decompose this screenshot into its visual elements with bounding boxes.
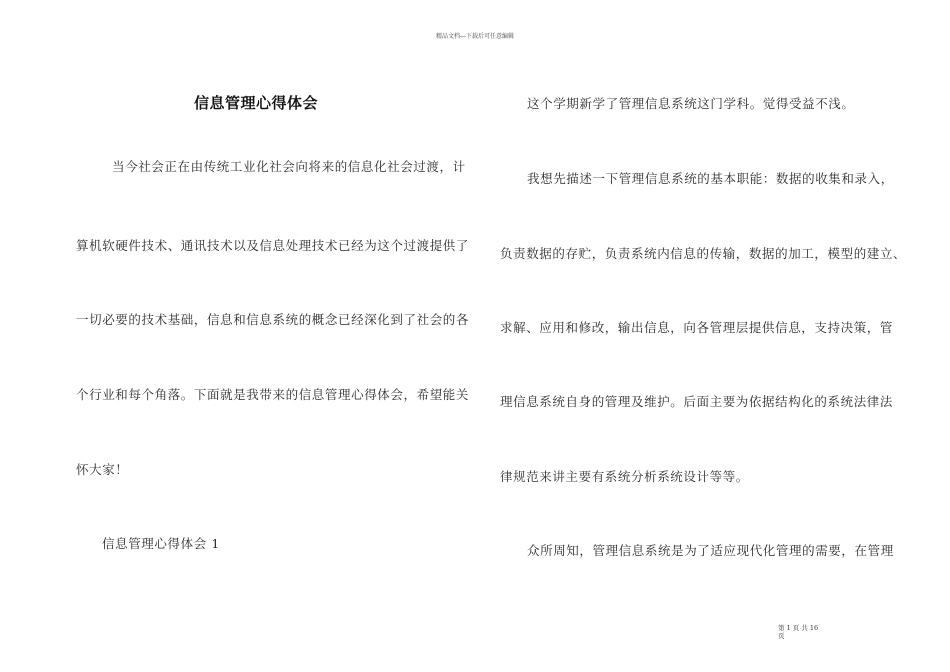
section-heading: 信息管理心得体会 1 xyxy=(102,536,220,551)
document-title: 信息管理心得体会 xyxy=(194,94,319,112)
paragraph-line: 理信息系统自身的管理及维护。后面主要为依据结构化的系统法律法 xyxy=(500,394,894,409)
paragraph-line: 我想先描述一下管理信息系统的基本职能：数据的收集和录入， xyxy=(527,171,894,186)
paragraph-line: 律规范来讲主要有系统分析系统设计等等。 xyxy=(500,469,749,484)
page-header: 精品文档---下载后可任意编辑 xyxy=(435,33,515,40)
paragraph-line: 众所周知，管理信息系统是为了适应现代化管理的需要，在管理 xyxy=(527,543,894,558)
paragraph-line: 一切必要的技术基础，信息和信息系统的概念已经深化到了社会的各 xyxy=(76,312,470,327)
paragraph-line: 当今社会正在由传统工业化社会向将来的信息化社会过渡，计 xyxy=(112,159,466,174)
paragraph-line: 怀大家！ xyxy=(76,462,129,477)
paragraph-line: 这个学期新学了管理信息系统这门学科。觉得受益不浅。 xyxy=(527,96,855,111)
page-number-line: 第 1 页 共 16 xyxy=(778,624,819,632)
page-number xyxy=(778,624,838,640)
paragraph-line: 负责数据的存贮，负责系统内信息的传输，数据的加工，模型的建立、 xyxy=(500,246,907,261)
paragraph-line: 求解、应用和修改，输出信息，向各管理层提供信息，支持决策，管 xyxy=(500,320,894,335)
page-number-line: 页 xyxy=(778,632,785,640)
paragraph-line: 算机软硬件技术、通讯技术以及信息处理技术已经为这个过渡提供了 xyxy=(76,238,470,253)
paragraph-line: 个行业和每个角落。下面就是我带来的信息管理心得体会，希望能关 xyxy=(76,387,470,402)
